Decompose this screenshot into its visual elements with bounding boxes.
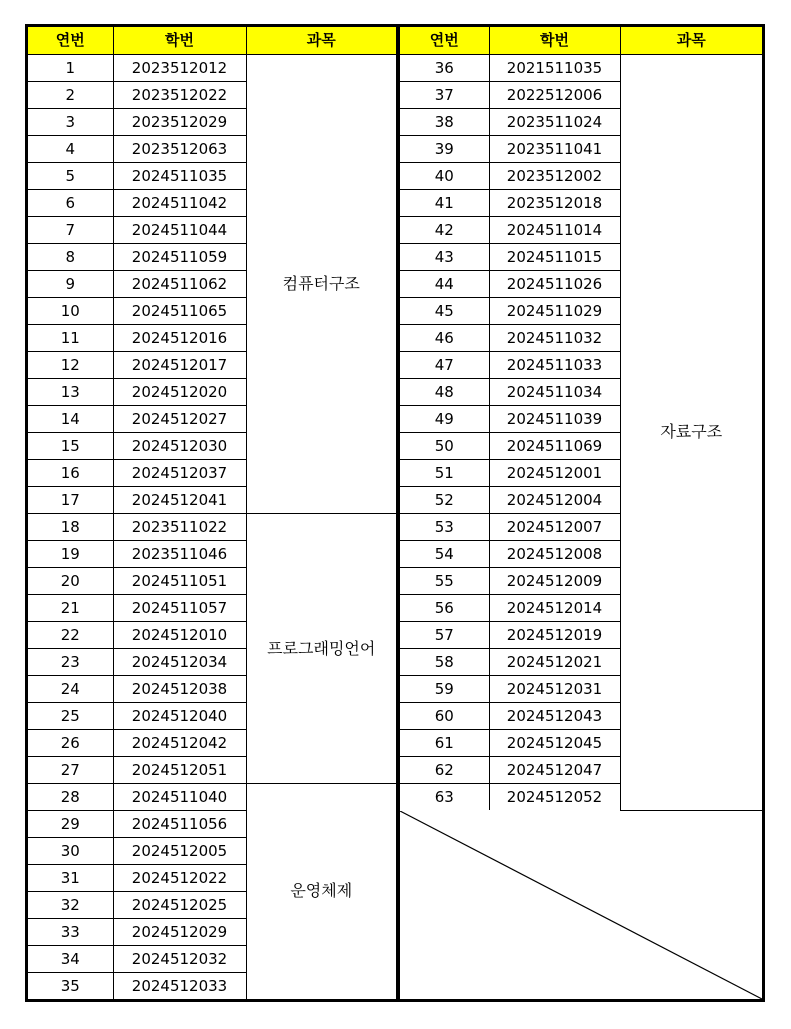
student-id-cell: 2024511042 xyxy=(113,190,246,217)
student-id-cell: 2024512040 xyxy=(113,703,246,730)
row-number: 21 xyxy=(28,595,113,622)
row-number: 7 xyxy=(28,217,113,244)
row-number: 58 xyxy=(400,649,489,676)
student-id-cell: 2024511056 xyxy=(113,811,246,838)
header-student-id: 학번 xyxy=(113,27,246,55)
student-id-cell: 2023512063 xyxy=(113,136,246,163)
row-number: 16 xyxy=(28,460,113,487)
row-number: 32 xyxy=(28,892,113,919)
student-id-cell: 2024512052 xyxy=(489,784,620,811)
row-number: 51 xyxy=(400,460,489,487)
row-number: 34 xyxy=(28,946,113,973)
student-id-cell: 2024511039 xyxy=(489,406,620,433)
student-id-cell: 2024511062 xyxy=(113,271,246,298)
student-id-cell: 2023511046 xyxy=(113,541,246,568)
student-id-cell: 2024512041 xyxy=(113,487,246,514)
student-id-cell: 2023511022 xyxy=(113,514,246,541)
row-number: 15 xyxy=(28,433,113,460)
right-student-table xyxy=(400,27,762,811)
student-id-cell: 2024511057 xyxy=(113,595,246,622)
row-number: 12 xyxy=(28,352,113,379)
table-row xyxy=(28,784,396,811)
row-number: 26 xyxy=(28,730,113,757)
student-id-cell: 2024512037 xyxy=(113,460,246,487)
subject-cell: 운영체제 xyxy=(246,784,396,1000)
row-number: 33 xyxy=(28,919,113,946)
student-id-cell: 2024512014 xyxy=(489,595,620,622)
header-student-id: 학번 xyxy=(489,27,620,55)
student-id-cell: 2024512030 xyxy=(113,433,246,460)
row-number: 46 xyxy=(400,325,489,352)
header-no: 연번 xyxy=(28,27,113,55)
student-id-cell: 2024511029 xyxy=(489,298,620,325)
row-number: 50 xyxy=(400,433,489,460)
student-id-cell: 2024511051 xyxy=(113,568,246,595)
row-number: 5 xyxy=(28,163,113,190)
row-number: 2 xyxy=(28,82,113,109)
student-id-cell: 2024512004 xyxy=(489,487,620,514)
right-table-body xyxy=(400,55,762,811)
student-id-cell: 2024512008 xyxy=(489,541,620,568)
row-number: 55 xyxy=(400,568,489,595)
subject-cell: 자료구조 xyxy=(620,55,762,811)
row-number: 10 xyxy=(28,298,113,325)
student-id-cell: 2024512029 xyxy=(113,919,246,946)
diagonal-line xyxy=(400,811,762,999)
right-table-panel xyxy=(397,24,765,1002)
row-number: 49 xyxy=(400,406,489,433)
row-number: 6 xyxy=(28,190,113,217)
row-number: 1 xyxy=(28,55,113,82)
student-id-cell: 2024512045 xyxy=(489,730,620,757)
row-number: 56 xyxy=(400,595,489,622)
header-no: 연번 xyxy=(400,27,489,55)
header-subject: 과목 xyxy=(246,27,396,55)
row-number: 25 xyxy=(28,703,113,730)
empty-cell-diagonal xyxy=(400,811,762,999)
left-table-body xyxy=(28,55,396,1000)
row-number: 4 xyxy=(28,136,113,163)
row-number: 53 xyxy=(400,514,489,541)
row-number: 48 xyxy=(400,379,489,406)
row-number: 47 xyxy=(400,352,489,379)
student-id-cell: 2024512009 xyxy=(489,568,620,595)
student-id-cell: 2022512006 xyxy=(489,82,620,109)
table-row xyxy=(28,55,396,82)
student-id-cell: 2024512034 xyxy=(113,649,246,676)
row-number: 9 xyxy=(28,271,113,298)
row-number: 52 xyxy=(400,487,489,514)
row-number: 63 xyxy=(400,784,489,811)
student-id-cell: 2024512001 xyxy=(489,460,620,487)
student-id-cell: 2023512029 xyxy=(113,109,246,136)
student-id-cell: 2021511035 xyxy=(489,55,620,82)
row-number: 39 xyxy=(400,136,489,163)
student-id-cell: 2024512031 xyxy=(489,676,620,703)
student-id-cell: 2024512019 xyxy=(489,622,620,649)
student-id-cell: 2024511015 xyxy=(489,244,620,271)
row-number: 29 xyxy=(28,811,113,838)
student-id-cell: 2024512051 xyxy=(113,757,246,784)
student-id-cell: 2023511041 xyxy=(489,136,620,163)
student-id-cell: 2024512025 xyxy=(113,892,246,919)
row-number: 13 xyxy=(28,379,113,406)
row-number: 59 xyxy=(400,676,489,703)
left-student-table xyxy=(28,27,396,1000)
row-number: 23 xyxy=(28,649,113,676)
student-id-cell: 2024512010 xyxy=(113,622,246,649)
row-number: 57 xyxy=(400,622,489,649)
student-id-cell: 2023512022 xyxy=(113,82,246,109)
row-number: 18 xyxy=(28,514,113,541)
row-number: 60 xyxy=(400,703,489,730)
row-number: 8 xyxy=(28,244,113,271)
row-number: 61 xyxy=(400,730,489,757)
student-id-cell: 2024511032 xyxy=(489,325,620,352)
row-number: 44 xyxy=(400,271,489,298)
student-id-cell: 2024511069 xyxy=(489,433,620,460)
row-number: 14 xyxy=(28,406,113,433)
row-number: 3 xyxy=(28,109,113,136)
row-number: 28 xyxy=(28,784,113,811)
row-number: 37 xyxy=(400,82,489,109)
row-number: 30 xyxy=(28,838,113,865)
student-id-cell: 2024511040 xyxy=(113,784,246,811)
student-id-cell: 2024512033 xyxy=(113,973,246,1000)
row-number: 43 xyxy=(400,244,489,271)
row-number: 17 xyxy=(28,487,113,514)
subject-cell: 컴퓨터구조 xyxy=(246,55,396,514)
student-id-cell: 2024511026 xyxy=(489,271,620,298)
student-id-cell: 2024512032 xyxy=(113,946,246,973)
student-id-cell: 2024512022 xyxy=(113,865,246,892)
student-id-cell: 2024512038 xyxy=(113,676,246,703)
student-id-cell: 2024511033 xyxy=(489,352,620,379)
header-row xyxy=(28,27,396,55)
student-id-cell: 2023512002 xyxy=(489,163,620,190)
left-table-panel xyxy=(25,24,399,1002)
row-number: 31 xyxy=(28,865,113,892)
student-id-cell: 2024512043 xyxy=(489,703,620,730)
student-id-cell: 2024512042 xyxy=(113,730,246,757)
student-id-cell: 2024511044 xyxy=(113,217,246,244)
student-id-cell: 2023512018 xyxy=(489,190,620,217)
subject-cell: 프로그래밍언어 xyxy=(246,514,396,784)
row-number: 22 xyxy=(28,622,113,649)
row-number: 38 xyxy=(400,109,489,136)
student-id-cell: 2024512021 xyxy=(489,649,620,676)
row-number: 54 xyxy=(400,541,489,568)
student-id-cell: 2024512020 xyxy=(113,379,246,406)
row-number: 27 xyxy=(28,757,113,784)
header-subject: 과목 xyxy=(620,27,762,55)
student-id-cell: 2024511065 xyxy=(113,298,246,325)
row-number: 40 xyxy=(400,163,489,190)
row-number: 45 xyxy=(400,298,489,325)
row-number: 42 xyxy=(400,217,489,244)
student-id-cell: 2024511059 xyxy=(113,244,246,271)
diagonal-line-graphic xyxy=(400,811,762,999)
row-number: 24 xyxy=(28,676,113,703)
row-number: 35 xyxy=(28,973,113,1000)
row-number: 62 xyxy=(400,757,489,784)
student-id-cell: 2024512047 xyxy=(489,757,620,784)
student-id-cell: 2024512027 xyxy=(113,406,246,433)
student-id-cell: 2023512012 xyxy=(113,55,246,82)
header-row xyxy=(400,27,762,55)
student-id-cell: 2024512017 xyxy=(113,352,246,379)
row-number: 11 xyxy=(28,325,113,352)
row-number: 41 xyxy=(400,190,489,217)
table-row xyxy=(28,514,396,541)
student-id-cell: 2023511024 xyxy=(489,109,620,136)
student-id-cell: 2024511034 xyxy=(489,379,620,406)
table-row xyxy=(400,55,762,82)
row-number: 36 xyxy=(400,55,489,82)
row-number: 19 xyxy=(28,541,113,568)
student-id-cell: 2024512005 xyxy=(113,838,246,865)
student-id-cell: 2024511035 xyxy=(113,163,246,190)
student-id-cell: 2024511014 xyxy=(489,217,620,244)
student-id-cell: 2024512007 xyxy=(489,514,620,541)
student-id-cell: 2024512016 xyxy=(113,325,246,352)
row-number: 20 xyxy=(28,568,113,595)
